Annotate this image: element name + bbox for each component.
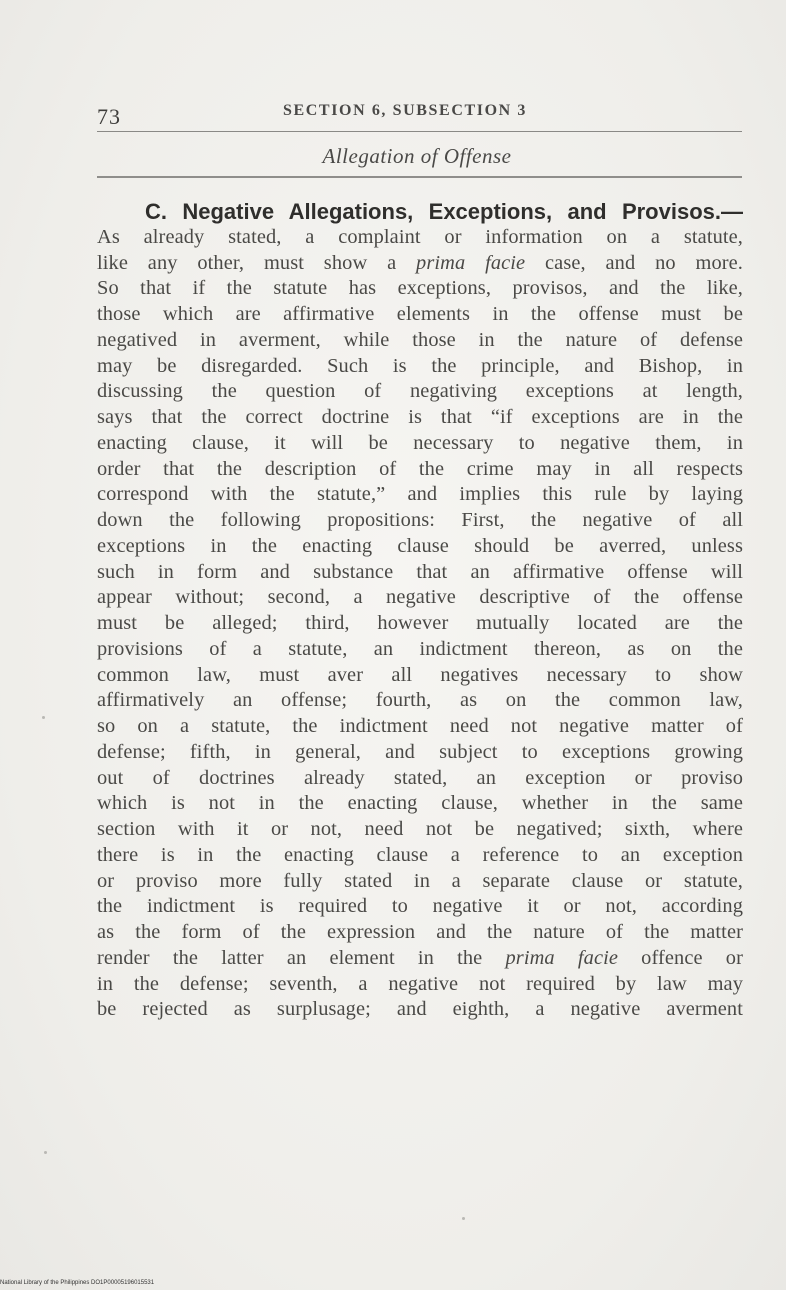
- text-line-29: render the latter an element in the prima facie offence or: [97, 946, 743, 969]
- text-line-30: in the defense; seventh, a negative not required by law may: [97, 972, 743, 995]
- text-line-16: must be alleged; third, however mutually located are the: [97, 612, 743, 634]
- text-line-31: be rejected as surplusage; and eighth, a negative averment: [97, 998, 743, 1021]
- scan-speck: [44, 1151, 47, 1154]
- text-line-15: appear without; second, a negative descriptive of the offense: [97, 586, 743, 609]
- text-line-25: there is in the enacting clause a reference to an exception: [97, 843, 743, 866]
- text-line-26: or proviso more fully stated in a separate clause or statute,: [97, 869, 743, 892]
- text-line-7: discussing the question of negativing exceptions at length,: [97, 380, 743, 403]
- text-line-27: the indictment is required to negative it or not, according: [97, 895, 743, 918]
- text-line-28: as the form of the expression and the nature of the matter: [97, 921, 743, 943]
- scan-speck: [42, 716, 45, 719]
- text-line-12: down the following propositions: First, the negative of all: [97, 509, 743, 531]
- text-line-1: As already stated, a complaint or information on a statute,: [97, 225, 743, 248]
- text-line-23: which is not in the enacting clause, whether in the same: [97, 792, 743, 815]
- text-line-19: affirmatively an offense; fourth, as on the common law,: [97, 689, 743, 712]
- text-line-4: those which are affirmative elements in the offense must be: [97, 303, 743, 325]
- text-line-21: defense; fifth, in general, and subject to exceptions growing: [97, 740, 743, 763]
- body-paragraph: [97, 199, 743, 1023]
- scan-speck: [462, 1217, 465, 1220]
- text-line-9: enacting clause, it will be necessary to negative them, in: [97, 431, 743, 454]
- text-line-10: order that the description of the crime may in all respects: [97, 457, 743, 480]
- text-line-8: says that the correct doctrine is that “if exceptions are in the: [97, 406, 743, 428]
- text-line-18: common law, must aver all negatives necessary to show: [97, 663, 743, 686]
- text-line-14: such in form and substance that an affirmative offense will: [97, 560, 743, 583]
- text-line-6: may be disregarded. Such is the principle, and Bishop, in: [97, 354, 743, 377]
- text-line-11: correspond with the statute,” and implies this rule by laying: [97, 483, 743, 506]
- text-line-17: provisions of a statute, an indictment thereon, as on the: [97, 637, 743, 660]
- text-line-3: So that if the statute has exceptions, provisos, and the like,: [97, 277, 743, 300]
- section-subhead: Allegation of Offense: [322, 144, 512, 168]
- text-line-20: so on a statute, the indictment need not negative matter of: [97, 715, 743, 737]
- running-head: SECTION 6, SUBSECTION 3: [283, 102, 527, 119]
- library-credit: National Library of the Philippines DO1P00005196015531: [0, 1280, 155, 1286]
- text-line-13: exceptions in the enacting clause should be averred, unless: [97, 534, 743, 557]
- text-line-22: out of doctrines already stated, an exception or proviso: [97, 766, 743, 789]
- header-rule-bottom: [97, 176, 742, 178]
- header-rule-top: [97, 131, 742, 132]
- text-line-24: section with it or not, need not be negatived; sixth, where: [97, 818, 743, 840]
- text-line-2: like any other, must show a prima facie case, and no more.: [97, 251, 743, 274]
- page-number: 73: [97, 104, 121, 129]
- text-line-5: negatived in averment, while those in the nature of defense: [97, 328, 743, 351]
- paragraph-heading: C. Negative Allegations, Exceptions, and Provisos.—: [145, 199, 743, 224]
